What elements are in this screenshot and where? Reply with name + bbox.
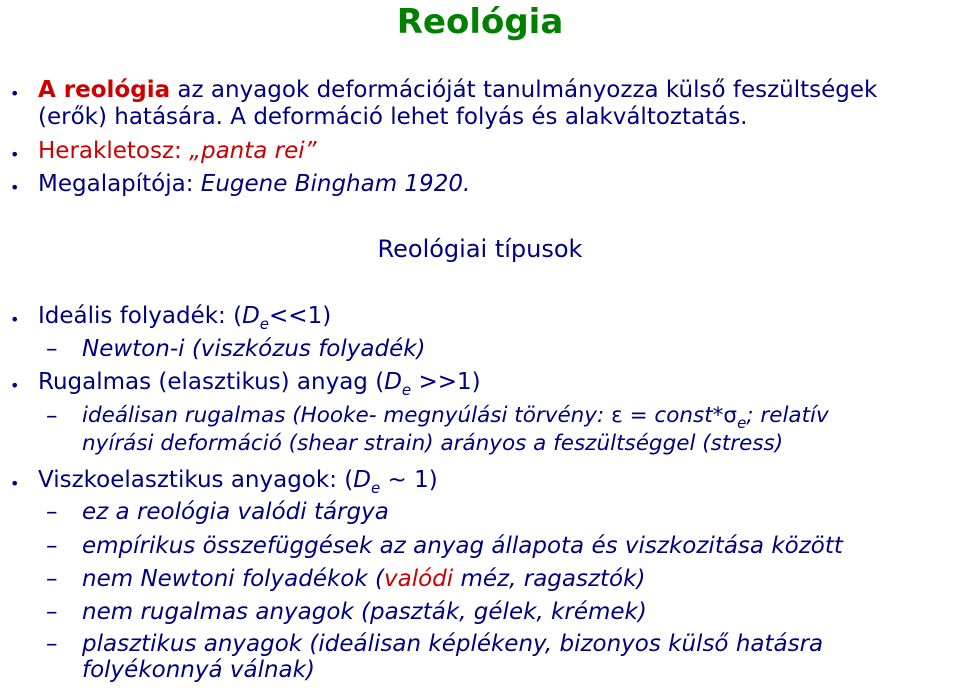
deborah-subscript: e <box>370 479 381 497</box>
ideal-fluid-condition: <<1) <box>269 303 332 329</box>
viscoelastic-subitem-5: plasztikus anyagok (ideálisan képlékeny, bizonyos külső hatásra <box>82 631 824 657</box>
dash-icon: – <box>46 631 58 657</box>
bullet-icon: • <box>10 178 20 197</box>
hooke-law-text: ideálisan rugalmas (Hooke- megnyúlási törvény: <box>82 403 612 428</box>
viscoelastic-subitem-4: nem rugalmas anyagok (paszták, gélek, krémek) <box>82 599 647 625</box>
deborah-subscript: e <box>401 381 412 399</box>
intro-item-1-continued: (erők) hatására. A deformáció lehet folyás és alakváltoztatás. <box>38 104 748 130</box>
relative-text: ; relatív <box>746 403 829 428</box>
elastic-label: Rugalmas (elasztikus) anyag ( <box>38 369 385 395</box>
non-newtonian-text: nem Newtoni folyadékok ( <box>82 566 384 592</box>
deborah-symbol: D <box>242 303 260 329</box>
elastic-item <box>38 368 481 398</box>
dash-icon: – <box>46 533 58 559</box>
viscoelastic-subitem-2: empírikus összefüggések az anyag állapota és viszkozitása között <box>82 533 843 559</box>
dash-icon: – <box>46 599 58 625</box>
dash-icon: – <box>46 566 58 592</box>
rheology-term: A reológia <box>38 77 171 103</box>
viscoelastic-label: Viszkoelasztikus anyagok: ( <box>38 467 354 493</box>
viscoelastic-subitem-5-continued: folyékonnyá válnak) <box>82 657 315 683</box>
bullet-icon: • <box>10 376 20 395</box>
ideal-fluid-item <box>38 302 331 332</box>
intro-item-3-prefix: Megalapítója: <box>38 171 201 197</box>
viscoelastic-subitem-1: ez a reológia valódi tárgya <box>82 499 389 525</box>
intro-item-1 <box>38 76 877 104</box>
deborah-subscript: e <box>259 315 270 333</box>
sigma-symbol: σ <box>723 403 738 428</box>
bullet-icon: • <box>10 474 20 493</box>
elastic-detail-continued: nyírási deformáció (shear strain) arányos a feszültséggel (stress) <box>82 431 784 456</box>
dash-icon: – <box>46 499 58 525</box>
deborah-symbol: D <box>353 467 371 493</box>
epsilon-symbol: ε <box>611 403 623 428</box>
deborah-symbol: D <box>384 369 402 395</box>
non-newtonian-examples: méz, ragasztók) <box>453 566 646 592</box>
dash-icon: – <box>46 403 58 429</box>
intro-item-3 <box>38 170 470 198</box>
viscoelastic-item <box>38 466 438 496</box>
panta-rei-quote: „panta rei” <box>189 138 317 164</box>
bullet-icon: • <box>10 84 20 103</box>
viscoelastic-subitem-3 <box>82 565 645 593</box>
dash-icon: – <box>46 336 58 362</box>
founder-name: Eugene Bingham 1920. <box>200 171 471 197</box>
bullet-icon: • <box>10 145 20 164</box>
intro-item-2-prefix: Herakletosz: <box>38 138 190 164</box>
sigma-subscript: e <box>737 414 747 432</box>
elastic-detail <box>82 402 829 431</box>
elastic-condition: >>1) <box>411 369 481 395</box>
intro-item-1-text: az anyagok deformációját tanulmányozza külső feszültségek <box>170 77 878 103</box>
page-title: Reológia <box>396 2 564 42</box>
viscoelastic-condition: ~ 1) <box>380 467 438 493</box>
bullet-icon: • <box>10 310 20 329</box>
real-highlight: valódi <box>384 566 454 592</box>
intro-item-2 <box>38 137 317 165</box>
types-heading: Reológiai típusok <box>377 235 583 263</box>
ideal-fluid-detail: Newton-i (viszkózus folyadék) <box>82 336 426 362</box>
hooke-law-equals: = const* <box>622 403 724 428</box>
ideal-fluid-label: Ideális folyadék: ( <box>38 303 243 329</box>
